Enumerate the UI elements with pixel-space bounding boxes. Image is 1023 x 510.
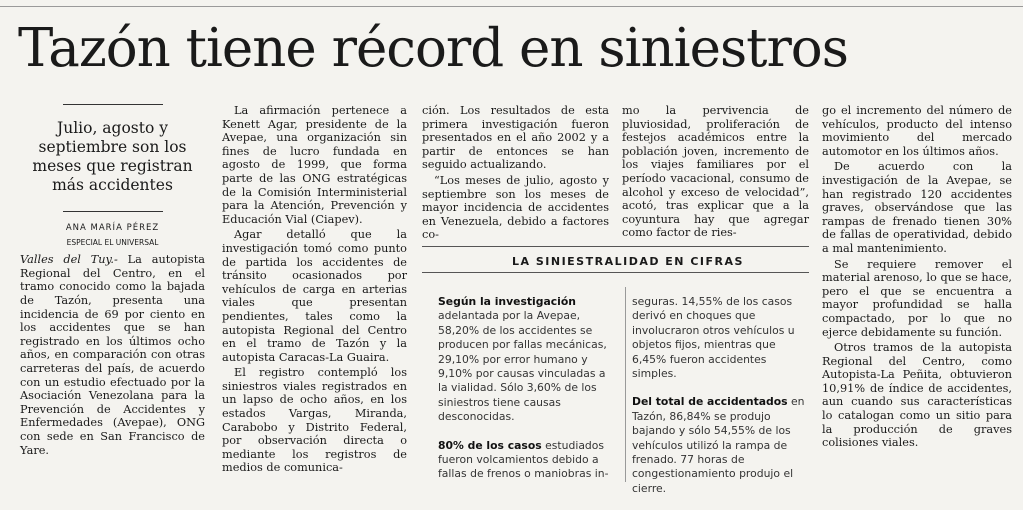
- stat-text: en Tazón, 86,84% se produjo bajando y sólo 54,55% de los vehículos utilizó la rampa de frenado. 77 horas de congestionamiento produjo el cierre.: [632, 395, 805, 495]
- column-4: [622, 104, 809, 242]
- stat-paragraph: seguras. 14,55% de los casos derivó en choques que involucraron otros vehículos u objetos fijos, mientras que 6,45% fueron accidentes simples.: [632, 295, 795, 381]
- paragraph: El registro contempló los siniestros viales registrados en un lapso de ocho años, en los estados Vargas, Miranda, Carabobo y Distrito Federal, por observación directa o mediante los registros de medios de comunica-: [222, 366, 407, 475]
- stat-lead: Del total de accidentados: [632, 395, 788, 409]
- stat-text: estudiados fueron volcamientos debido a fallas de frenos o maniobras in-: [438, 438, 609, 481]
- stat-paragraph: [438, 295, 618, 425]
- paragraph: Otros tramos de la autopista Regional del Centro, como Autopista-La Peñita, obtuvieron 10,91% de índice de accidentes, aun cuando sus características lo catalogan como un sitio para la producción de graves colisiones viales.: [822, 341, 1012, 450]
- lead-paragraph: [20, 253, 205, 457]
- deck-rule-bottom: [63, 211, 163, 212]
- top-rule: [0, 0, 1023, 7]
- byline-org: ESPECIAL EL UNIVERSAL: [66, 237, 159, 247]
- headline: Tazón tiene récord en siniestros: [18, 18, 848, 79]
- paragraph: mo la pervivencia de pluviosidad, proliferación de festejos académicos entre la población joven, incremento de los viajes familiares por el período vacacional, consumo de alcohol y exceso de velocidad”, acotó, tras explicar que a la coyuntura hay que agregar como factor de ries-: [622, 104, 809, 240]
- stat-paragraph: [438, 439, 618, 482]
- paragraph: ción. Los resultados de esta primera investigación fueron presentados en el año 2002 y a partir de entonces se han seguido actualizando.: [422, 104, 609, 172]
- deck: Julio, agosto y septiembre son los meses que registran más accidentes: [32, 119, 193, 194]
- stats-box-title: LA SINIESTRALIDAD EN CIFRAS: [422, 251, 809, 273]
- paragraph: De acuerdo con la investigación de la Avepae, se han registrado 120 accidentes graves, observándose que las rampas de frenado tienen 30% de fallas de operatividad, debido a mal mantenimiento.: [822, 160, 1012, 255]
- lead-text: La autopista Regional del Centro, en el tramo conocido como la bajada de Tazón, presenta una incidencia de 69 por ciento en los accidentes que se han registrado en los últimos ocho años, en comparación con otras carreteras del país, de acuerdo con un estudio efectuado por la Asociación Venezolana para la Prevención de Accidentes y Enfermedades (Avepae), ONG con sede en San Francisco de Yare.: [20, 253, 205, 457]
- paragraph: go el incremento del número de vehículos, producto del intenso movimiento del mercado automotor en los últimos años.: [822, 104, 1012, 158]
- paragraph: Se requiere remover el material arenoso, lo que se hace, pero el que se encuentra a mayor profundidad se halla compactado, por lo que no ejerce debidamente su función.: [822, 257, 1012, 339]
- stats-box-column-2: [632, 295, 807, 510]
- paragraph: La afirmación pertenece a Kenett Agar, presidente de la Avepae, una organización sin fines de lucro fundada en agosto de 1999, que forma parte de las ONG estratégicas de la Comisión Interministerial para la Atención, Prevención y Educación Vial (Ciapev).: [222, 104, 407, 226]
- dateline: Valles del Tuy.-: [20, 253, 118, 267]
- paragraph: “Los meses de julio, agosto y septiembre son los meses de mayor incidencia de accidentes en Venezuela, debido a factores co-: [422, 173, 609, 242]
- column-3: [422, 104, 609, 244]
- stat-paragraph: [632, 395, 807, 496]
- column-5: [822, 104, 1012, 452]
- column-1: [20, 104, 205, 459]
- byline: ANA MARÍA PÉREZ: [65, 223, 160, 233]
- paragraph: Agar detalló que la investigación tomó como punto de partida los accidentes de tránsito ocasionados por vehículos de carga en arterias viales que presentan pendientes, tales como la autopista Regional del Centro en el tramo de Tazón y la autopista Caracas-La Guaira.: [222, 228, 407, 364]
- stat-text: adelantada por la Avepae, 58,20% de los accidentes se producen por fallas mecánicas, 29,10% por error humano y 9,10% por causas vinculadas a la vialidad. Sólo 3,60% de los siniestros tiene causas desconocidas.: [438, 309, 607, 424]
- stats-box-column-1: [438, 295, 618, 496]
- deck-rule-top: [63, 104, 163, 105]
- stats-box: [422, 246, 809, 495]
- stat-lead: 80% de los casos: [438, 438, 542, 452]
- stat-lead: Según la investigación: [438, 295, 576, 308]
- stats-box-divider: [625, 287, 626, 482]
- column-2: [222, 104, 407, 477]
